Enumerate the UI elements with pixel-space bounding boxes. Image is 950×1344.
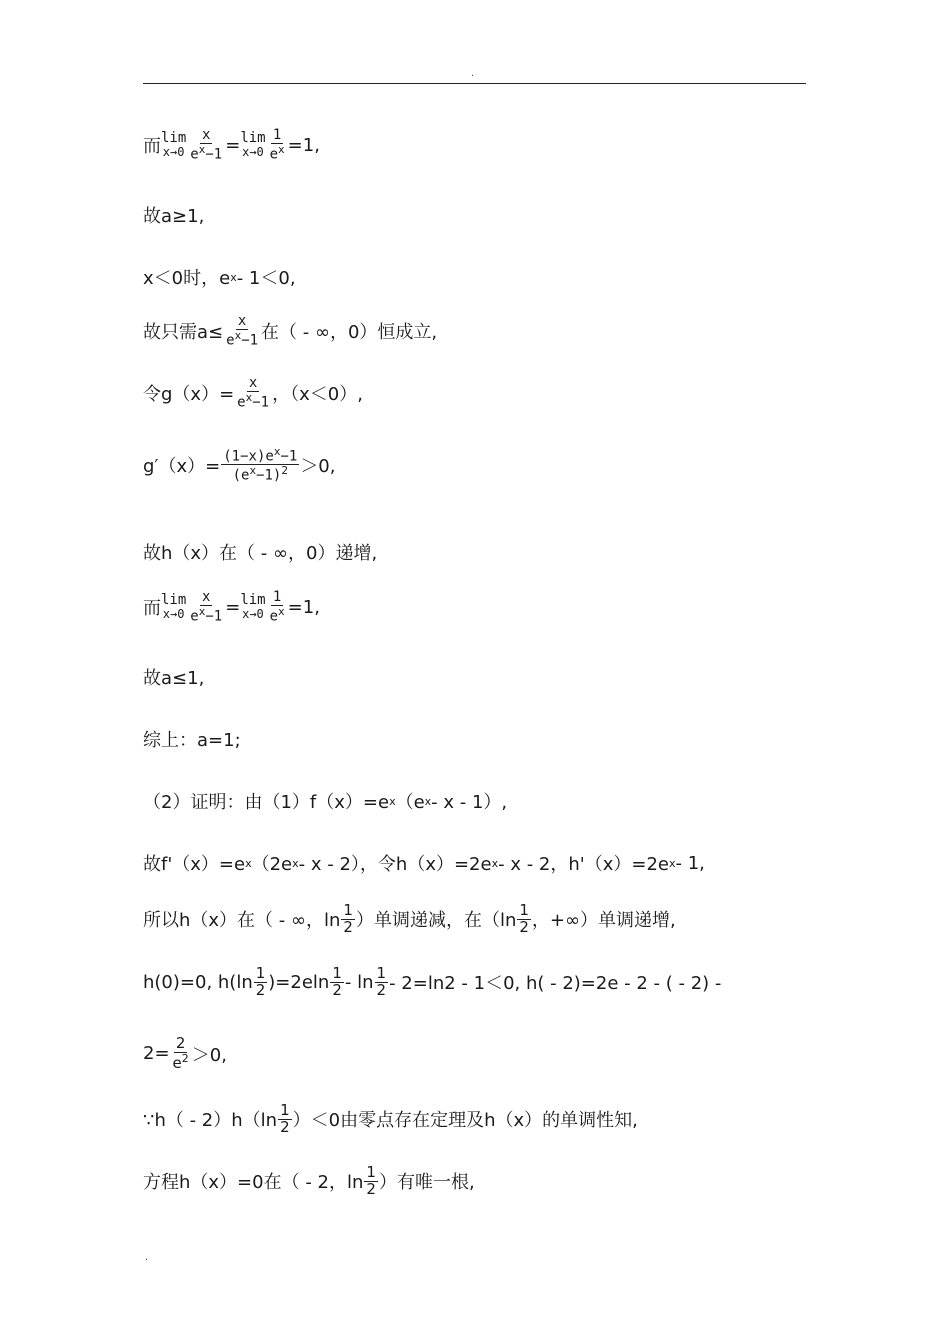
line-14: h(0)=0, h(ln $\frac{1}{2}$ )=2eln $\frac{1}{2}$ - ln $\frac{1}{2}$ - 2=ln2 - 1＜0, h( - 2)=2e - 2 - ( - 2) - [143, 964, 722, 999]
line-2 [143, 202, 204, 228]
fraction-half: $\frac{1}{2}$ [519, 901, 529, 936]
fraction-half: $\frac{1}{2}$ [366, 1163, 376, 1198]
line-limit-1 [143, 128, 320, 162]
text: x＜0时，e [143, 268, 231, 289]
text: ，（x＜0）, [272, 384, 363, 406]
numerator: 1 [272, 589, 282, 605]
footer-dot: . [145, 1252, 149, 1263]
denominator: $e^x-1$ [190, 142, 223, 163]
numerator: $(1-x)e^x-1$ [223, 445, 298, 465]
fraction [268, 590, 287, 624]
denominator: $e^x-1$ [226, 328, 259, 349]
lim-label: lim [240, 129, 266, 146]
fraction [188, 590, 224, 624]
text: h(0)=0, h(ln [143, 971, 253, 993]
fraction [224, 314, 260, 348]
lim-label: lim [161, 129, 187, 146]
lim-sub: x→0 [162, 607, 185, 622]
line-11: （2）证明：由（1）f（x）=e x （e x - x - 1）, [143, 788, 507, 814]
numerator: x [202, 127, 211, 143]
fraction-half: $\frac{1}{2}$ [280, 1101, 290, 1136]
line-10 [143, 726, 241, 752]
lim-label: lim [161, 591, 187, 608]
line-9 [143, 664, 204, 690]
numerator: x [237, 313, 247, 329]
limit-expression [240, 593, 265, 622]
line-12: 故f'（x）=e x （2e x - x - 2），令h（x）=2e x - x - 2，h'（x）=2e x - 1, [143, 850, 705, 876]
fraction-half: $\frac{1}{2}$ [343, 901, 353, 936]
lim-sub: x→0 [162, 145, 185, 160]
line-13: 所以h（x）在（ - ∞，ln $\frac{1}{2}$ ）单调递减，在（ln $\frac{1}{2}$ ，+∞）单调递增, [143, 901, 676, 936]
denominator: $e^x-1$ [190, 604, 223, 625]
line-3 [143, 264, 296, 290]
fraction-half: $\frac{1}{2}$ [332, 964, 342, 999]
limit-expression [161, 131, 186, 160]
limit-expression [240, 131, 265, 160]
text: 故a≥1, [143, 206, 205, 227]
text: g′（x）= [143, 455, 221, 477]
text: 所以h（x）在（ - ∞，ln [143, 910, 341, 932]
text: - 1＜0, [236, 268, 296, 289]
line-7 [143, 539, 377, 565]
superscript: x [230, 270, 237, 284]
line-limit-2 [143, 590, 320, 624]
text: 2= [143, 1043, 170, 1065]
text: ＞0, [300, 455, 336, 477]
fraction-half: $\frac{1}{2}$ [255, 964, 266, 999]
text: 方程h（x）=0在（ - 2，ln [143, 1172, 364, 1194]
denominator: $e^x-1$ [237, 390, 270, 411]
fraction [268, 128, 287, 162]
text: 故h（x）在（ - ∞，0）递增, [143, 543, 378, 564]
line-17: 方程h（x）=0在（ - 2，ln $\frac{1}{2}$ ）有唯一根, [143, 1163, 475, 1198]
text: 故只需a≤ [143, 322, 224, 344]
fraction [188, 128, 224, 162]
text: （2）证明：由（1）f（x）=e [143, 792, 390, 813]
line-15: 2= $\frac{2}{e^2}$ ＞0, [143, 1034, 227, 1072]
fraction-half: $\frac{1}{2}$ [376, 964, 387, 999]
text: 故a≤1, [143, 668, 205, 689]
fraction [235, 376, 271, 410]
equals: = [225, 134, 241, 156]
text: 故f'（x）=e [143, 854, 246, 875]
text: 而 [143, 136, 161, 158]
lim-sub: x→0 [242, 145, 264, 160]
numerator: 1 [272, 127, 282, 143]
line-6 [143, 446, 336, 484]
text: 综上：a=1; [143, 730, 241, 751]
denominator: $e^x$ [269, 142, 285, 163]
line-5 [143, 376, 363, 410]
text: 在（ - ∞，0）恒成立, [261, 322, 438, 344]
header-rule [143, 83, 806, 84]
numerator: x [248, 375, 258, 391]
line-4 [143, 314, 437, 348]
lim-sub: x→0 [242, 607, 264, 622]
line-16: ∵h（ - 2）h（ln $\frac{1}{2}$ ）＜0由零点存在定理及h（x）的单调性知, [143, 1101, 638, 1136]
text: ∵h（ - 2）h（ln [143, 1110, 278, 1132]
equals: = [225, 596, 241, 618]
denominator: $e^x$ [269, 604, 285, 625]
limit-expression [161, 593, 186, 622]
text: 而 [143, 598, 161, 620]
lim-label: lim [240, 591, 266, 608]
fraction [221, 446, 299, 484]
numerator: x [202, 589, 211, 605]
text: =1, [287, 596, 320, 618]
text: =1, [287, 134, 320, 156]
header-dot: . [471, 68, 475, 79]
fraction: $\frac{2}{e^2}$ [172, 1034, 189, 1072]
text: 令g（x）= [143, 384, 235, 406]
denominator: $(e^x-1)^2$ [232, 464, 288, 484]
